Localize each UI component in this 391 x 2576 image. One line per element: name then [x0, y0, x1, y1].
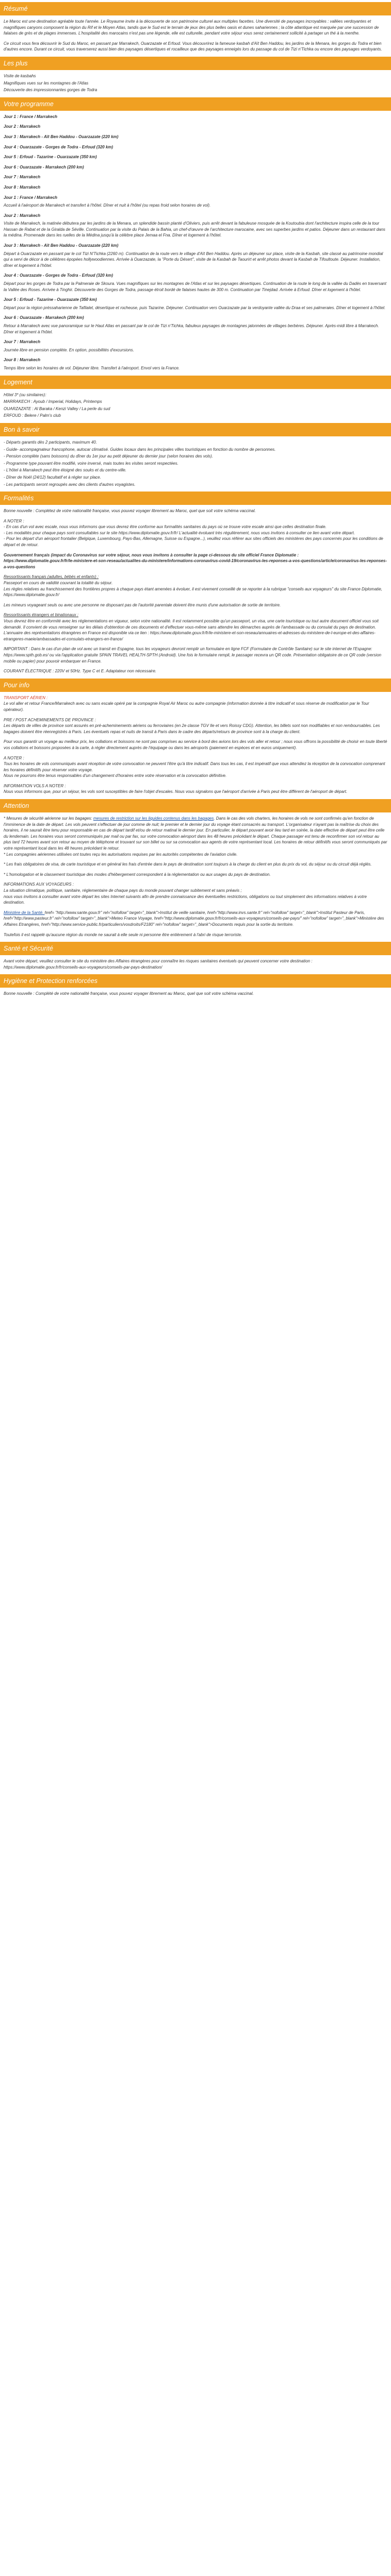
day-title: Jour 1 : France / Marrakech [4, 195, 58, 200]
collations-text: Pour vous garantir un voyage au meilleur prix, les collations et boissons ne sont pas comprises au service à bord des avions lors des vols aller et retour ; nous vous offrons la possibilité de choisir en toute liberté vos collations et boissons proposées à la carte, à régler directement auprès de l'équipage ou dans les aéroports (paiement en espèces et en euros uniquement). [4, 739, 387, 750]
day-title: Jour 3 : Marrakech - Aït Ben Haddou - Ouarzazate (220 km) [4, 243, 119, 248]
day-description: Départ pour la région préssaharienne de Tafilalet, désertique et rocheuse, puis Tazarine. Déjeuner. Continuation vers Ouarzazate par la verdoyante vallée du Draa et ses palmeraies. Dîner et logement à l'hôtel. [4, 305, 386, 310]
plus-item: Découverte des impressionnantes gorges de Todra [4, 88, 97, 93]
hygiene-text: Bonne nouvelle : Complété de votre nationalité française, vous pouvez voyager librement au Maroc, quel que soit votre schéma vaccinal. [4, 991, 254, 996]
transport-title: TRANSPORT AÉRIEN : [4, 695, 48, 700]
section-hygiene [0, 974, 391, 997]
resume-paragraph-1: Le Maroc est une destination agréable toute l'année. Le Royaume invite à la découverte de son patrimoine culturel aux multiples facettes. Une diversité de paysages incroyables : vallées verdoyantes et magnifiques canyons composent la région du Rif et le Moyen Atlas, tandis que le Sud est le terrain de jeux des plus belles oasis et dunes sahariennes ; la côte atlantique est marquée par une succession de falaises de grès et de plages immenses. L'hospitalité des marocains n'est pas une légende, elle est culturelle, pendant votre séjour vous serez certainement sollicité à partager un thé à la menthe. [4, 19, 379, 36]
section-bon-a-savoir [0, 423, 391, 487]
plus-item: Visite de kasbahs [4, 73, 36, 78]
day-description: Journée libre en pension complète. En option, possibilités d'excursions. [4, 347, 134, 352]
section-title-plus: Les plus [0, 57, 391, 70]
outline-day: Jour 7 : Marrakech [4, 175, 41, 180]
ministere-sante-link[interactable]: Ministère de la Santé. [4, 910, 45, 915]
attention-paragraph-1 [4, 816, 387, 857]
day-description: Départ pour les gorges de Todra par la Palmeraie de Skoura. Vues magnifiques sur les montagnes de l'Atlas et sur les paysages désertiques. Continuation de la route le long de la vallée du Dadès en traversant la Vallée des Roses. Arrivée à Tinghir. Découverte des Gorges de Todra, passage étroit bordé de falaises hautes de 300 m. Continuation par Tinejdad. Arrivée à Erfoud. Dîner et logement à l'hôtel. [4, 281, 386, 292]
formalites-gouv-title: Gouvernement français (impact du Coronavirus sur votre séjour, nous vous invitons à consulter la page ci-dessous du site officiel France Diplomatie : [4, 552, 299, 557]
section-title-resume: Résumé [0, 2, 391, 15]
logement-item: OUARZAZATE : Al Baraka / Kenzi Valley / La perle du sud [4, 406, 110, 411]
outline-day: Jour 4 : Ouarzazate - Gorges de Todra - Erfoud (320 km) [4, 144, 113, 149]
attention-p1-suffix: . Dans le cas des vols charters, les horaires de vols ne sont confirmés qu'en fonction de l'imminence de la date de départ. Les vols peuvent s'effectuer de jour comme de nuit; le premier et le dernier jour du voyage étant consacrés au transport. L'organisateur n'ayant pas la maîtrise du choix des horaires, il ne saurait être tenu pour responsable en cas de départ tardif et/ou de retour matinal le dernier jour. En particulier, le départ pouvant avoir lieu tard en soirée, la date effective de départ peut être celle du lendemain. Les horaires vous seront communiqués par mail ou par fax, sur votre convocation aéroport dans les 48 heures précédant le départ. Chaque passager est tenu de reconfirmer son vol retour au plus tard 72 heures avant son retour au moyen de téléphone et trouvant sur son billet ou sur sa convocation aux agents de votre représentant local. Les horaires de retour définitifs vous seront communiqués par votre représentant local dans les 48 heures précédant le retour. * Les compagnies aériennes utilisées ont toutes reçu les autorisations requises par les autorités compétentes de l'aviation civile. [4, 816, 387, 857]
resume-paragraph-2: Ce circuit vous fera découvrir le Sud du Maroc, en passant par Marrakech, Ouarzazate et Erfoud. Vous découvrirez la fameuse kasbah d'Aït Ben Haddou, les jardins de la Menara, les gorges du Todra et bien d'autres encore. Durant ce circuit, vous traverserez aussi bien des paysages désertiques et rocailleux que des paysages enneigés lors du passage du col de Tizi n'Tichka ou encore des paysages verdoyants. [4, 41, 382, 52]
day-title: Jour 4 : Ouarzazate - Gorges de Todra - Erfoud (320 km) [4, 273, 113, 278]
pour-info-anoter: Tous les horaires de vols communiqués avant réception de votre convocation ne peuvent l'être qu'à titre indicatif. Dans tous les cas, il est impératif que vous attendiez la réception de la convocation comprenant les horaires définitifs pour réserver votre voyage. Nous ne pourrons être tenus responsables d'un changement d'horaires entre votre réservation et la convocation définitive. [4, 761, 385, 778]
day-description: Retour à Marrakech avec vue panoramique sur le Haut Atlas en passant par le col de Tizi n'Tichka, fabuleux paysages de montagnes jalonnées de villages berbères. Déjeuner. Après-midi libre à Marrakech. Dîner et logement à l'hôtel. [4, 324, 379, 334]
plus-item: Magnifiques vues sur les montagnes de l'Atlas [4, 80, 89, 86]
attention-links-body: href= "http://www.sante.gouv.fr" rel="nofollow" target="_blank">Institut de veille sanitaire, href="http://www.invs.sante.fr" rel="nofollow" target="_blank">Institut Pasteur de Paris, href="http://www.pasteur.fr" rel="nofollow" target="_blank">Meteo France Voyage, href="http://www.diplomatie.gouv.fr/fr/conseils-aux-voyageurs/conseils-par-pays/" rel="nofollow" target="_blank">Ministère des Affaires Etrangères, href="http://www.service-public.fr/particuliers/vosdroits/F2180" rel="nofollow" target="_blank">Documents requis pour la sortie du territoire. [4, 910, 384, 927]
outline-day: Jour 6 : Ouarzazate - Marrakech (200 km) [4, 164, 84, 170]
pre-post-text: Les départs de villes de province sont assurés en pré-acheminements aériens ou ferroviaires (en 2e classe TGV Ile et vers Roissy CDG). Attention, les billets sont non modifiables et non remboursables. Les bagages doivent être réenregistrés à Paris. Les éventuels repas et nuits de transit à Paris dans le cadre des départs/retours de province sont à la charge du client. [4, 723, 380, 734]
bon-a-savoir-item: - Programme type pouvant être modifié, voire inversé, mais toutes les visites seront respectées. [4, 461, 178, 466]
plus-list [4, 73, 387, 93]
formalites-intro: Bonne nouvelle : Complétez de votre nationalité française, vous pouvez voyager librement au Maroc, quel que soit votre schéma vaccinal. [4, 509, 256, 514]
formalites-mineurs: Les mineurs voyageant seuls ou avec une personne ne disposant pas de l'autorité parentale doivent être munis d'une autorisation de sortie de territoire. [4, 602, 281, 607]
section-title-hygiene: Hygiène et Protection renforcées [0, 974, 391, 988]
attention-p1-prefix: * Mesures de sécurité aérienne sur les bagages: [4, 816, 93, 821]
outline-day: Jour 5 : Erfoud - Tazarine - Ouarzazate (350 km) [4, 155, 97, 160]
formalites-courant: COURANT ÉLECTRIQUE : 220V et 50Hz. Type C et E. Adaptateur non nécessaire. [4, 669, 157, 674]
formalites-important: IMPORTANT : Dans le cas d'un plan de vol avec un transit en Espagne, tous les voyageurs devront remplir un formulaire en ligne FCF (Formulaire de Contrôle Sanitaire) sur le site internet de l'Espagne: https://www.spth.gob.es/ ou via l'application gratuite SPAIN TRAVEL HEALTH-SPTH (Android). Une fois le formulaire rempli, le passager recevra un QR code. Présentation obligatoire de ce QR code (version mobile ou papier) pour pouvoir embarquer en France. [4, 647, 382, 664]
liquides-link[interactable]: mesures de restriction sur les liquides contenus dans les bagages [93, 816, 214, 821]
section-title-sante: Santé et Sécurité [0, 942, 391, 955]
section-title-bon-a-savoir: Bon à savoir [0, 423, 391, 436]
bon-a-savoir-item: - Départs garantis dès 2 participants, maximum 40. [4, 439, 97, 445]
outline-day: Jour 8 : Marrakech [4, 184, 41, 190]
section-title-attention: Attention [0, 799, 391, 812]
pour-info-anoter-title: A NOTER : [4, 755, 24, 760]
formalites-gouv-link[interactable]: https://www.diplomatie.gouv.fr/fr/le-ministere-et-son-reseau/actualites-du-ministere/informations-coronavirus-covid-19/coronavirus-les-reponses-a-vos-questions/article/coronavirus-les-reponses-a-vos-questions [4, 558, 387, 569]
day-title: Jour 7 : Marrakech [4, 340, 41, 345]
formalites-ressortissants-title: Ressortissants français (adultes, bébés et enfants) : [4, 574, 99, 580]
section-title-logement: Logement [0, 376, 391, 389]
attention-rappel: Toutefois il est rappelé qu'aucune région du monde ne saurait à elle seule ni personne être entièrement à l'abri de risque terroriste. [4, 932, 242, 937]
outline-day: Jour 3 : Marrakech - Aït Ben Haddou - Ouarzazate (220 km) [4, 134, 119, 139]
day-title: Jour 5 : Erfoud - Tazarine - Ouarzazate (350 km) [4, 297, 97, 302]
section-title-pour-info: Pour info [0, 679, 391, 692]
day-title: Jour 8 : Marrakech [4, 358, 41, 363]
info-vols-title: INFORMATION VOLS A NOTER : [4, 783, 66, 788]
formalites-anoter: - En cas d'un vol avec escale, nous vous informons que vous devrez être conforme aux formalités sanitaires du pays où se trouve votre escale ainsi que celles destination finale. - Les modalités pour chaque pays sont consultables sur le site https://www.diplomatie.gouv.fr/fr/ L'actualité évoluant très régulièrement, nous vous invitons à consulter ce lien avant votre départ. - Pour les départ d'un aéroport frontalier (Belgique, Luxembourg, Pays-Bas, Allemagne, Suisse ou Espagne...), veuillez vous référer aux sites officiels des ministères des pays concernés pour les conditions de départ et de retour. [4, 524, 383, 548]
formalites-etrangers: Vous devrez être en conformité avec les réglementations en vigueur, selon votre nationalité. Il est notamment possible qu'un passeport, un visa, une carte touristique ou tout autre document officiel vous soit demandé. Il convient de vous renseigner sur les délais d'obtention de ces documents et d'effectuer vous-même sans attendre les démarches auprès de l'ambassade ou du consulat du pays de destination. L'annuaire des représentations étrangères en France est disponible via ce lien : https://www.diplomatie.gouv.fr/fr/le-ministere-et-son-reseau/annuaires-et-adresses-du-ministere-de-l-europe-et-des-affaires-etrangeres-maeie/ambassades-et-consulats-etrangers-en-france/ [4, 619, 379, 641]
attention-paragraph-2: * Les frais obligatoires de visa, de carte touristique et en général les frais d'entrée dans le pays de destination sont toujours à la charge du client en plus du prix du vol, du séjour ou du circuit déjà réglés. [4, 862, 372, 867]
section-formalites [0, 492, 391, 674]
info-vols-text: Nous vous informons que, pour un séjour, les vols sont susceptibles de faire l'objet d'escales. Nous vous signalons que l'aéroport d'arrivée à Paris peut être différent de l'aéroport de départ. [4, 789, 348, 794]
day-title: Jour 6 : Ouarzazate - Marrakech (200 km) [4, 315, 84, 320]
section-plus [0, 57, 391, 93]
section-title-programme: Votre programme [0, 97, 391, 111]
pre-post-title: PRE / POST ACHEMINEMENTS DE PROVINCE : [4, 717, 96, 722]
logement-item: MARRAKECH : Ayoub / Imperial, Holidays, Printemps [4, 399, 102, 404]
day-description: Temps libre selon les horaires de vol. Déjeuner libre. Transfert à l'aéroport. Envol vers la France. [4, 365, 180, 370]
bon-a-savoir-item: - L'hôtel à Marrakech peut être éloigné des souks et du centre-ville. [4, 468, 127, 473]
outline-day: Jour 2 : Marrakech [4, 124, 41, 129]
logement-list [4, 392, 387, 419]
attention-links [4, 910, 387, 928]
section-title-formalites: Formalités [0, 492, 391, 505]
bon-a-savoir-list [4, 439, 387, 487]
section-programme [0, 97, 391, 371]
bon-a-savoir-item: - Les participants seront regroupés avec des clients d'autres voyagistes. [4, 482, 136, 487]
section-sante [0, 942, 391, 970]
day-description: Visite de Marrakech, la matinée débutera par les jardins de la Menara, un splendide bassin planté d'Oliviers, puis arrêt devant la fabuleuse mosquée de la Koutoubia dont l'architecture inspira celle de la tour Hassan de Rabat et de la Giralda de Séville. Continuation par la visite du Palais de la Bahia, un chef-d'œuvre de l'architecture marocaine, avec ses superbes jardins et patios. Déjeuner dans un restaurant dans la médina. Promenade dans les ruelles de la Médina jusqu'à la célèbre place Jemaa el Fna. Dîner et logement à l'hôtel. [4, 221, 385, 238]
sante-text: Avant votre départ, veuillez consulter le site du ministère des Affaires étrangères pour connaître les risques sanitaires éventuels qui peuvent concerner votre destination : https://www.diplomatie.gouv.fr/fr/conseils-aux-voyageurs/conseils-par-pays-destination/ [4, 959, 313, 970]
day-title: Jour 2 : Marrakech [4, 213, 41, 218]
day-description: Départ à Ouarzazate en passant par le col Tizi N'Tichka (2260 m). Continuation de la route vers le village d'Aït Ben Haddou. Après un déjeuner sur place, visite de la Kasbah, site classé au patrimoine mondial qui a servi de décor à de célèbres épopées hollywoodiennes. Arrivée à Ouarzazate, la "Porte du Désert", visite de la Kasbah de Taourirt et arrêt photos devant la Kasbah de Tifoultoute. Déjeuner. Installation, dîner et logement à l'hôtel. [4, 251, 383, 268]
info-voyageurs-text: La situation climatique, politique, sanitaire, réglementaire de chaque pays du monde pouvant changer subitement et sans préavis ; nous vous invitons à consulter avant votre départ les sites Internet suivants afin de prendre connaissance des éventuelles restrictions, obligations ou tout simplement des informations relatives à votre destination. [4, 888, 367, 905]
section-attention [0, 799, 391, 938]
formalites-anoter-title: A NOTER : [4, 518, 24, 523]
logement-item: ERFOUD : Belere / Palm's club [4, 413, 61, 418]
formalites-etrangers-title: Ressortissants étrangers et binationaux : [4, 613, 78, 618]
formalites-ressortissants: Passeport en cours de validité couvrant la totalité du séjour. Les règles relatives au franchissement des frontières propres à chaque pays étant amenées à évoluer, il est vivement conseillé de se reporter à la rubrique "conseils aux voyageurs" du site France Diplomatie, https://www.diplomatie.gouv.fr/ [4, 581, 383, 598]
day-description: Accueil à l'aéroport de Marrakech et transfert à l'hôtel. Dîner et nuit à l'hôtel (ou repas froid selon horaires de vol). [4, 203, 211, 208]
section-resume [0, 2, 391, 53]
transport-text: Le vol aller et retour France/Marrakech avec ou sans escale opéré par la compagnie Royal Air Maroc ou autre compagnie (information donnée à titre indicatif et sous réserve de modification par le Tour opérateur). [4, 701, 369, 712]
bon-a-savoir-item: - Pension complète (sans boissons) du dîner du 1er jour au petit déjeuner du dernier jour (selon horaires des vols). [4, 454, 213, 459]
bon-a-savoir-item: - Guide- accompagnateur francophone, autocar climatisé. Guides locaux dans les principales villes touristiques en fonction du nombre de personnes. [4, 447, 276, 452]
outline-day: Jour 1 : France / Marrakech [4, 114, 58, 119]
attention-paragraph-3: * L'homologation et le classement touristique des modes d'hébergement correspondent à la réglementation ou aux usages du pays de destination. [4, 872, 271, 877]
section-logement [0, 376, 391, 419]
section-pour-info [0, 679, 391, 795]
info-voyageurs-title: INFORMATIONS AUX VOYAGEURS : [4, 882, 74, 887]
logement-item: Hôtel 3* (ou similaires): [4, 392, 46, 397]
bon-a-savoir-item: - Dîner de Noël (24/12) facultatif et à régler sur place. [4, 474, 101, 480]
